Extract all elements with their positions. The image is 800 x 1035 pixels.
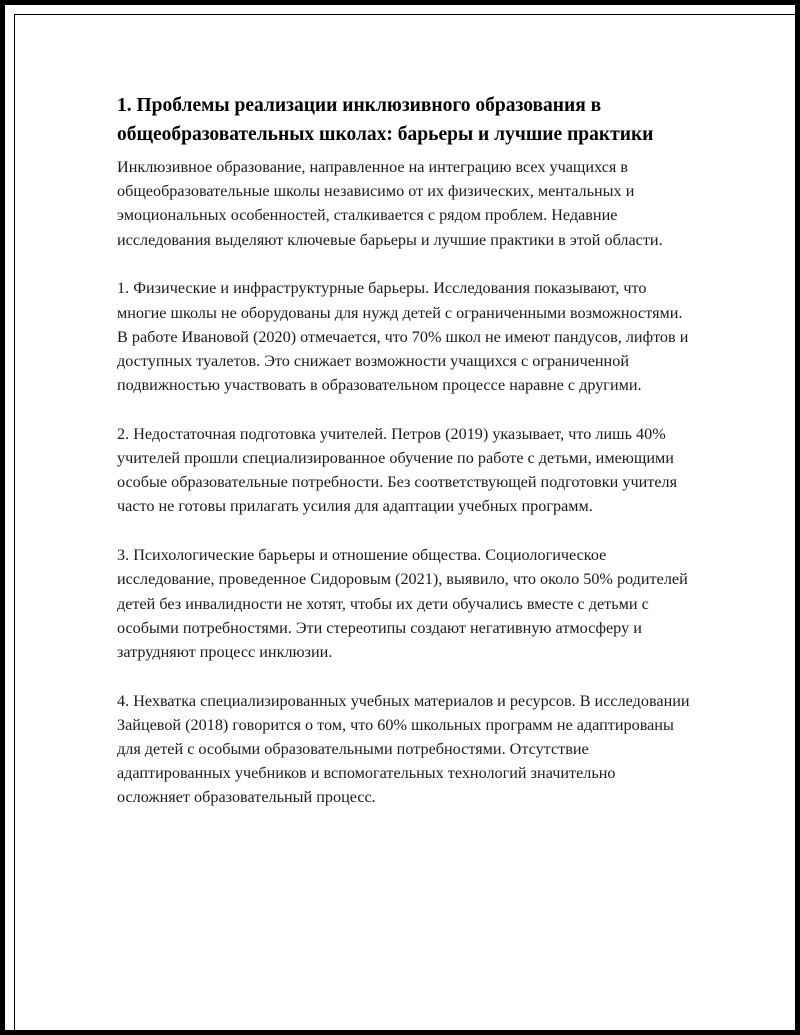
intro-paragraph: Инклюзивное образование, направленное на интеграцию всех учащихся в общеобразовательные школы независимо от их физических, ментальных и эмоциональных особенностей, сталкивается с рядом проблем. Недавние исследования выделяют ключевые барьеры и лучшие практики в этой области. [117, 158, 663, 249]
section-heading: 1. Проблемы реализации инклюзивного образования в общеобразовательных школах: барьеры и лучшие практики [117, 95, 654, 145]
paragraph-physical-barriers: 1. Физические и инфраструктурные барьеры. Исследования показывают, что многие школы не оборудованы для нужд детей с ограниченными возможностями. В работе Ивановой (2020) отмечается, что 70% школ не имеют пандусов, лифтов и доступных туалетов. Это снижает возможности учащихся с ограниченной подвижностью участвовать в образовательном процессе наравне с другими. [117, 279, 689, 395]
document-body [117, 92, 692, 834]
paragraph-teacher-training: 2. Недостаточная подготовка учителей. Петров (2019) указывает, что лишь 40% учителей прошли специализированное обучение по работе с детьми, имеющими особые образовательные потребности. Без соответствующей подготовки учителя часто не готовы прилагать усилия для адаптации учебных программ. [117, 424, 678, 516]
paragraph-psychological-barriers: 3. Психологические барьеры и отношение общества. Социологическое исследование, проведенное Сидоровым (2021), выявило, что около 50% родителей детей без инвалидности не хотят, чтобы их дети обучались вместе с детьми с особыми потребностями. Эти стереотипы создают негативную атмосферу и затрудняют процесс инклюзии. [117, 546, 688, 661]
paragraph-materials-shortage: 4. Нехватка специализированных учебных материалов и ресурсов. В исследовании Зайцевой (2018) говорится о том, что 60% школьных программ не адаптированы для детей с особыми образовательными потребностями. Отсутствие адаптированных учебников и вспомогательных технологий значительно осложняет образовательный процесс. [117, 691, 690, 807]
